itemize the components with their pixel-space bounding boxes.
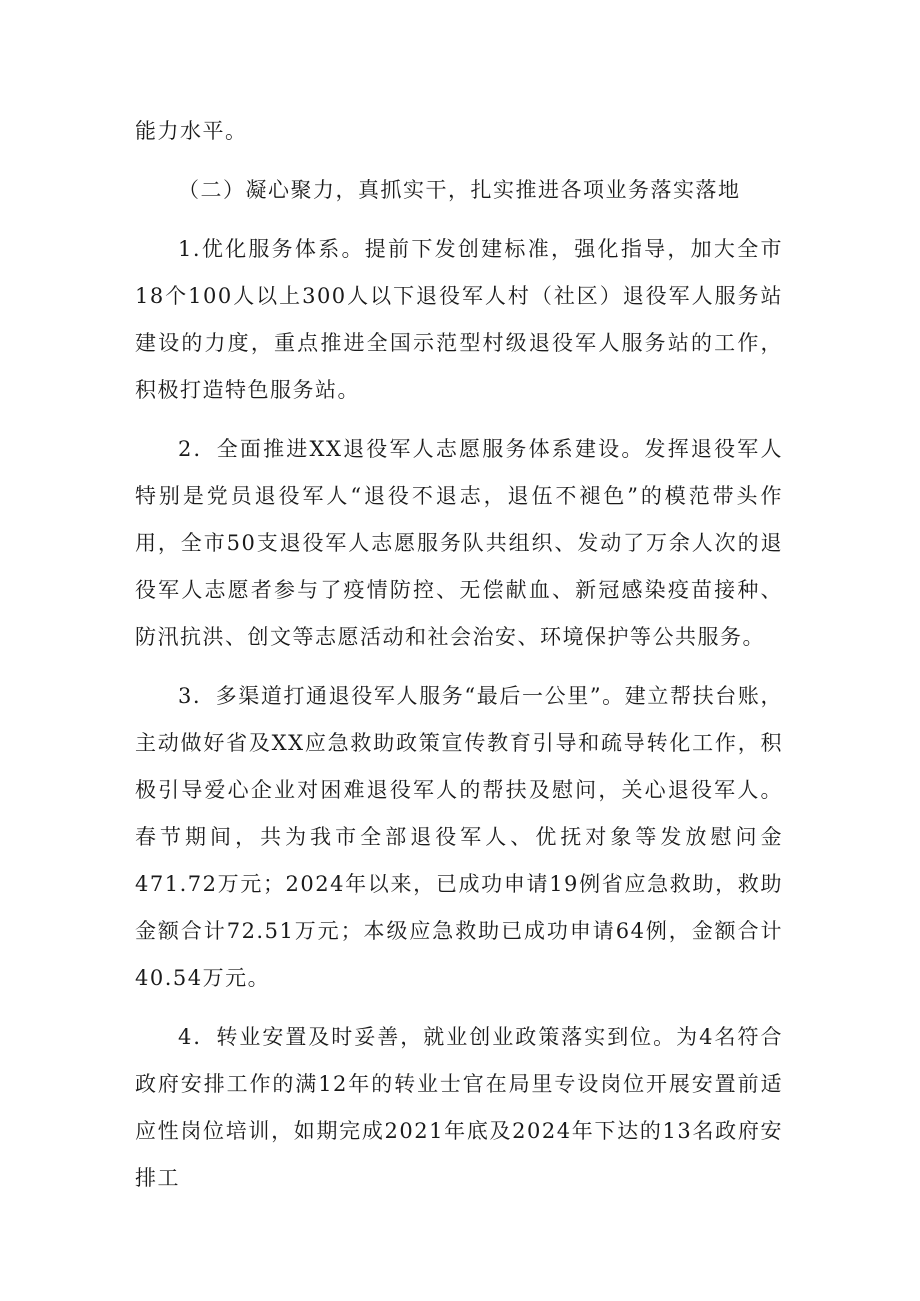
paragraph-item-4: 4．转业安置及时妥善，就业创业政策落实到位。为4名符合政府安排工作的满12年的转业士官在局里专设岗位开展安置前适应性岗位培训，如期完成2021年底及2024年下达的13名政府安排工 (135, 1025, 783, 1190)
paragraph-item-2: 2．全面推进XX退役军人志愿服务体系建设。发挥退役军人特别是党员退役军人“退役不退志，退伍不褪色”的模范带头作用，全市50支退役军人志愿服务队共组织、发动了万余人次的退役军人志愿者参与了疫情防控、无偿献血、新冠感染疫苗接种、防汛抗洪、创文等志愿活动和社会治安、环境保护等公共服务。 (135, 437, 783, 649)
section-heading: （二）凝心聚力，真抓实干，扎实推进各项业务落实落地 (178, 178, 741, 202)
paragraph-continuation: 能力水平。 (135, 119, 248, 143)
document-page (135, 108, 783, 1214)
paragraph-item-3: 3．多渠道打通退役军人服务“最后一公里”。建立帮扶台账，主动做好省及XX应急救助政策宣传教育引导和疏导转化工作，积极引导爱心企业对困难退役军人的帮扶及慰问，关心退役军人。春节期间，共为我市全部退役军人、优抚对象等发放慰问金471.72万元；2024年以来，已成功申请19例省应急救助，救助金额合计72.51万元；本级应急救助已成功申请64例，金额合计40.54万元。 (135, 684, 783, 990)
paragraph-item-1: 1.优化服务体系。提前下发创建标准，强化指导，加大全市18个100人以上300人以下退役军人村（社区）退役军人服务站建设的力度，重点推进全国示范型村级退役军人服务站的工作，积极打造特色服务站。 (135, 237, 783, 402)
